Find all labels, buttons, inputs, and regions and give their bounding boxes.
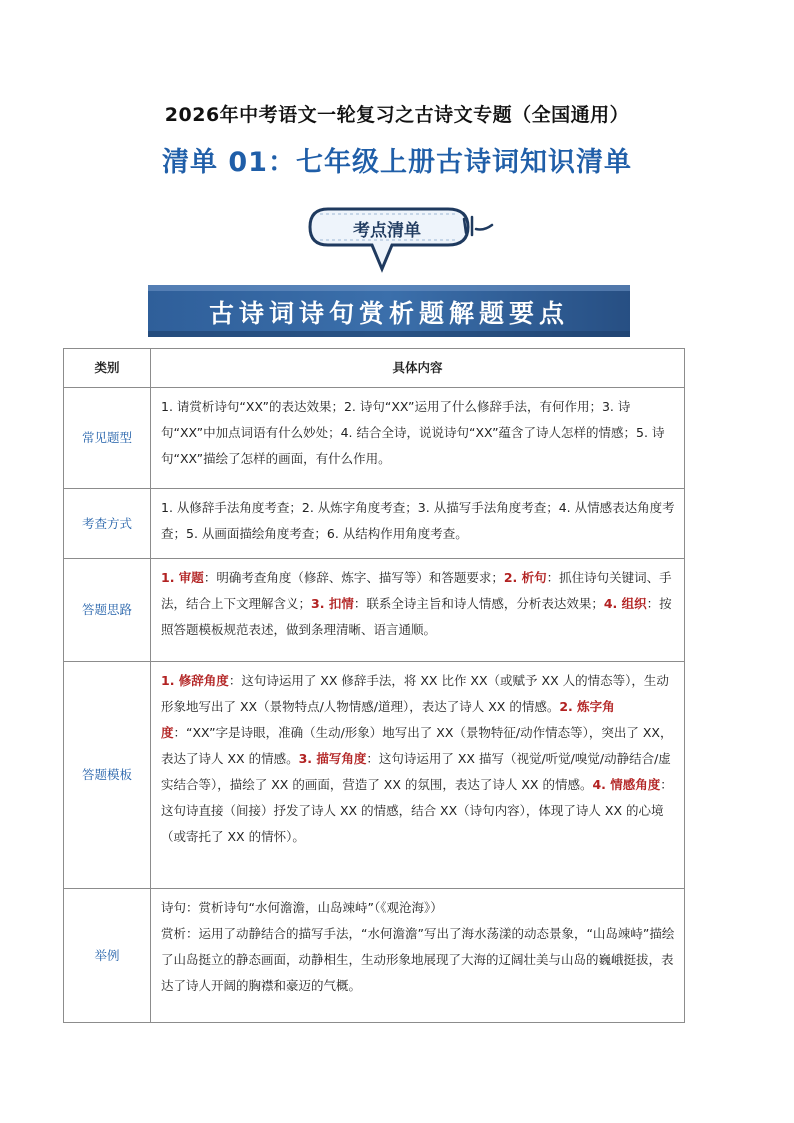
step-label: 1. 审题 xyxy=(161,570,204,585)
row-content xyxy=(151,662,685,889)
table-row xyxy=(64,388,685,489)
badge-label: 考点清单 xyxy=(353,221,421,241)
row-category: 考查方式 xyxy=(64,489,151,559)
template-text: ：这句诗直接（间接）抒发了诗人 XX 的情感，结合 XX（诗句内容），体现了诗人 XX 的心境（或寄托了 XX 的情怀）。 xyxy=(161,777,673,844)
row-category: 常见题型 xyxy=(64,388,151,489)
column-header-content: 具体内容 xyxy=(151,349,685,388)
example-analysis: 赏析：运用了动静结合的描写手法，“水何澹澹”写出了海水荡漾的动态景象，“山岛竦峙”描绘了山岛挺立的静态画面，动静相生，生动形象地展现了大海的辽阔壮美与山岛的巍峨挺拔，表达了诗人开阔的胸襟和豪迈的气概。 xyxy=(161,926,675,993)
row-content xyxy=(151,388,685,489)
table-header-row xyxy=(64,349,685,388)
row-content xyxy=(151,889,685,1023)
template-text: ：“XX”字是诗眼，准确（生动/形象）地写出了 XX（景物特征/动作情态等），突出了 XX，表达了诗人 XX 的情感。 xyxy=(161,725,673,766)
step-label: 2. 析句 xyxy=(503,570,547,585)
table-row xyxy=(64,559,685,662)
template-label: 3. 描写角度 xyxy=(298,751,367,766)
step-text: ：抓住诗句关键词、手法，结合上下文理解含义； xyxy=(161,570,672,611)
template-text: ：这句诗运用了 XX 描写（视觉/听觉/嗅觉/动静结合/虚实结合等），描绘了 XX 的画面，营造了 XX 的氛围，表达了诗人 XX 的情感。 xyxy=(161,751,671,792)
table-row xyxy=(64,889,685,1023)
row-content xyxy=(151,489,685,559)
template-text: ：这句诗运用了 XX 修辞手法，将 XX 比作 XX（或赋予 XX 人的情态等），生动形象地写出了 XX（景物特点/人物情感/道理），表达了诗人 XX 的情感。 xyxy=(161,673,669,714)
step-text: ：联系全诗主旨和诗人情感，分析表达效果； xyxy=(353,596,604,611)
row-content xyxy=(151,559,685,662)
section-banner xyxy=(148,285,630,337)
document-subtitle: 清单 01：七年级上册古诗词知识清单 xyxy=(162,147,632,178)
row-category: 举例 xyxy=(64,889,151,1023)
knowledge-table xyxy=(63,348,685,1023)
section-badge xyxy=(306,205,496,275)
step-label: 3. 扣情 xyxy=(311,596,354,611)
row-text: 1. 从修辞手法角度考查；2. 从炼字角度考查；3. 从描写手法角度考查；4. 从情感表达角度考查；5. 从画面描绘角度考查；6. 从结构作用角度考查。 xyxy=(161,500,675,541)
example-poem: 诗句：赏析诗句“水何澹澹，山岛竦峙”（《观沧海》） xyxy=(161,900,443,915)
template-label: 1. 修辞角度 xyxy=(161,673,229,688)
table-row xyxy=(64,489,685,559)
table-row xyxy=(64,662,685,889)
step-label: 4. 组织 xyxy=(603,596,647,611)
document-title: 2026年中考语文一轮复习之古诗文专题（全国通用） xyxy=(164,104,630,126)
row-category: 答题思路 xyxy=(64,559,151,662)
template-label: 2. 炼字角度 xyxy=(161,699,615,740)
template-label: 4. 情感角度 xyxy=(592,777,661,792)
column-header-category: 类别 xyxy=(64,349,151,388)
row-category: 答题模板 xyxy=(64,662,151,889)
row-text: 1. 请赏析诗句“XX”的表达效果；2. 诗句“XX”运用了什么修辞手法，有何作用；3. 诗句“XX”中加点词语有什么妙处；4. 结合全诗，说说诗句“XX”蕴含了诗人怎样的情感；5. 诗句“XX”描绘了怎样的画面，有什么作用。 xyxy=(161,399,665,466)
banner-text: 古诗词诗句赏析题解题要点 xyxy=(208,299,569,328)
step-text: ：明确考查角度（修辞、炼字、描写等）和答题要求； xyxy=(203,570,504,585)
step-text: ：按照答题模板规范表述，做到条理清晰、语言通顺。 xyxy=(161,596,672,637)
